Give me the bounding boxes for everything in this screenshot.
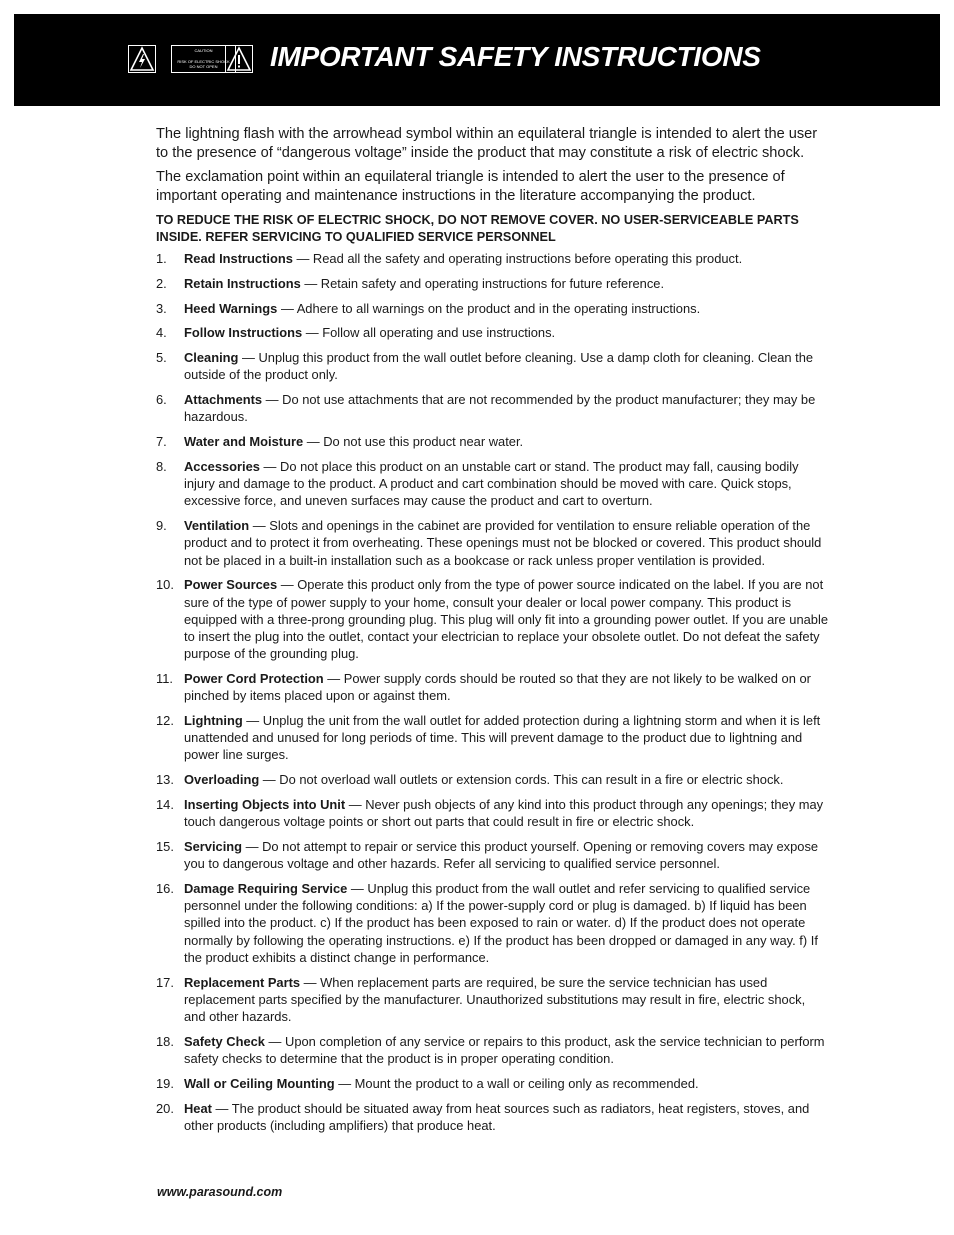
safety-instructions-list [156, 250, 828, 1134]
item-number: 16. [156, 881, 174, 896]
list-item [156, 796, 828, 830]
caution-label-line2: DO NOT OPEN [189, 64, 218, 69]
item-term: Ventilation [184, 518, 250, 534]
intro-paragraph-exclamation: The exclamation point within an equilateral triangle is intended to alert the user to the presence of important operating and maintenance instructions in the literature accompanying the product. [156, 169, 785, 204]
list-item [156, 458, 828, 510]
item-term: Cleaning [184, 350, 239, 366]
item-number: 18. [156, 1033, 174, 1049]
item-term: Attachments [184, 392, 263, 408]
item-number: 19. [156, 1075, 174, 1091]
page-title: IMPORTANT SAFETY INSTRUCTIONS [270, 41, 761, 72]
list-item [156, 1100, 828, 1134]
item-term: Power Sources [184, 577, 278, 593]
list-item [156, 576, 828, 662]
item-term: Accessories [184, 458, 260, 474]
list-item [156, 1075, 828, 1092]
item-text: — Operate this product only from the type of power source indicated on the label. If you are not sure of the type of power supply to your home, consult your dealer or local power company. This product is equipped with a three-prong grounding plug. This plug will only fit into a grounding power outlet. If you are unable to insert the plug into the outlet, contact your electrician to replace your obsolete outlet. Do not defeat the safety purpose of the grounding plug. [184, 577, 828, 662]
item-term: Follow Instructions [184, 325, 303, 341]
item-term: Inserting Objects into Unit [184, 797, 346, 812]
item-text: — When replacement parts are required, be sure the service technician has used replacement parts specified by the manufacturer. Unauthorized substitutions may result in fire, electric shock, and other hazards. [184, 974, 806, 1025]
item-text: — Do not attempt to repair or service this product yourself. Opening or removing covers may expose you to dangerous voltage and other hazards. Refer all servicing to qualified service personnel. [184, 839, 819, 872]
list-item [156, 349, 828, 383]
item-term: Read Instructions [184, 251, 293, 266]
item-number: 17. [156, 974, 174, 990]
item-number: 10. [156, 577, 174, 593]
item-number: 15. [156, 839, 174, 854]
list-item [156, 300, 828, 317]
item-number: 9. [156, 518, 167, 534]
item-number: 1. [156, 251, 167, 266]
item-text: — Unplug this product from the wall outlet before cleaning. Use a damp cloth for cleaning. Clean the outside of the product only. [184, 350, 814, 383]
item-term: Water and Moisture [184, 434, 304, 450]
list-item [156, 275, 828, 292]
item-text: — Unplug this product from the wall outlet and refer servicing to qualified service personnel under the following conditions: a) If the power-supply cord or plug is damaged. b) If liquid has been spilled into the product. c) If the product has been exposed to rain or water. d) If the product does not operate normally by following the operating instructions. e) If the product has been dropped or damaged in any way. f) If the product exhibits a distinct change in performance. [184, 881, 818, 965]
item-text: — Read all the safety and operating instructions before operating this product. [292, 251, 743, 266]
item-text: — Unplug the unit from the wall outlet for added protection during a lightning storm and when it is left unattended and unused for long periods of time. This will prevent damage to the product due to lightning and power line surges. [184, 713, 821, 763]
item-text: — Do not use attachments that are not recommended by the product manufacturer; they may be hazardous. [184, 392, 816, 425]
list-item [156, 880, 828, 966]
item-text: — Do not use this product near water. [303, 434, 524, 450]
item-number: 13. [156, 772, 174, 788]
item-number: 11. [156, 671, 173, 686]
list-item [156, 838, 828, 872]
intro-paragraph-lightning: The lightning flash with the arrowhead symbol within an equilateral triangle is intended to alert the user to the presence of “dangerous voltage” inside the product that may constitute a risk of electric shock. [156, 126, 818, 161]
item-number: 3. [156, 300, 167, 316]
lightning-triangle-icon [128, 45, 156, 73]
list-item [156, 391, 828, 425]
shock-warning: TO REDUCE THE RISK OF ELECTRIC SHOCK, DO NOT REMOVE COVER. NO USER-SERVICEABLE PARTS INSIDE. REFER SERVICING TO QUALIFIED SERVICE PERSONNEL [156, 213, 799, 244]
item-term: Overloading [184, 772, 260, 788]
item-text: — Follow all operating and use instructions. [302, 325, 556, 341]
item-number: 2. [156, 275, 167, 291]
item-number: 12. [156, 713, 174, 728]
header-banner [14, 14, 940, 106]
item-number: 8. [156, 458, 167, 474]
item-text: — Adhere to all warnings on the product and in the operating instructions. [277, 300, 701, 316]
exclamation-triangle-icon [225, 45, 253, 73]
list-item [156, 433, 828, 450]
item-term: Servicing [184, 839, 243, 854]
list-item [156, 974, 828, 1026]
item-term: Retain Instructions [184, 275, 301, 291]
caution-label-line1: RISK OF ELECTRIC SHOCK [177, 59, 230, 64]
list-item [156, 517, 828, 569]
item-text: — Never push objects of any kind into this product through any openings; they may touch dangerous voltage points or short out parts that could result in fire or electric shock. [184, 797, 824, 830]
list-item [156, 712, 828, 764]
list-item [156, 670, 828, 704]
item-term: Replacement Parts [184, 974, 301, 990]
item-term: Heed Warnings [184, 300, 278, 316]
item-text: — Mount the product to a wall or ceiling only as recommended. [334, 1075, 699, 1091]
item-text: — Do not place this product on an unstable cart or stand. The product may fall, causing bodily injury and damage to the product. A product and cart combination should be moved with care. Quick stops, excessive force, and uneven surfaces may cause the product and cart to overturn. [184, 458, 799, 509]
list-item [156, 1033, 828, 1067]
list-item [156, 250, 828, 267]
item-number: 14. [156, 797, 174, 812]
item-term: Wall or Ceiling Mounting [184, 1075, 335, 1091]
list-item [156, 771, 828, 788]
item-number: 20. [156, 1100, 174, 1116]
content [156, 125, 828, 1142]
item-text: — Upon completion of any service or repairs to this product, ask the service technician to perform safety checks to determine that the product is in proper operating condition. [184, 1033, 825, 1067]
item-term: Power Cord Protection [184, 671, 324, 686]
item-term: Safety Check [184, 1033, 265, 1049]
item-text: — Do not overload wall outlets or extension cords. This can result in a fire or electric shock. [259, 772, 784, 788]
item-term: Heat [184, 1100, 212, 1116]
item-text: — Slots and openings in the cabinet are provided for ventilation to ensure reliable operation of the product and to protect it from overheating. These openings must not be blocked or covered. This product should not be placed in a built-in installation such as a bookcase or rack unless proper ventilation is provided. [184, 518, 822, 568]
item-text: — The product should be situated away from heat sources such as radiators, heat registers, stoves, and other products (including amplifiers) that produce heat. [184, 1100, 810, 1133]
footer-url: www.parasound.com [157, 1185, 283, 1199]
list-item [156, 324, 828, 341]
item-number: 7. [156, 434, 167, 450]
item-term: Damage Requiring Service [184, 881, 348, 896]
item-number: 6. [156, 392, 167, 408]
item-term: Lightning [184, 713, 243, 728]
item-number: 5. [156, 350, 167, 366]
item-text: — Power supply cords should be routed so that they are not likely to be walked on or pinched by items placed upon or against them. [184, 671, 811, 704]
item-text: — Retain safety and operating instructions for future reference. [300, 275, 665, 291]
caution-label-top: CAUTION [194, 48, 213, 53]
item-number: 4. [156, 325, 167, 341]
